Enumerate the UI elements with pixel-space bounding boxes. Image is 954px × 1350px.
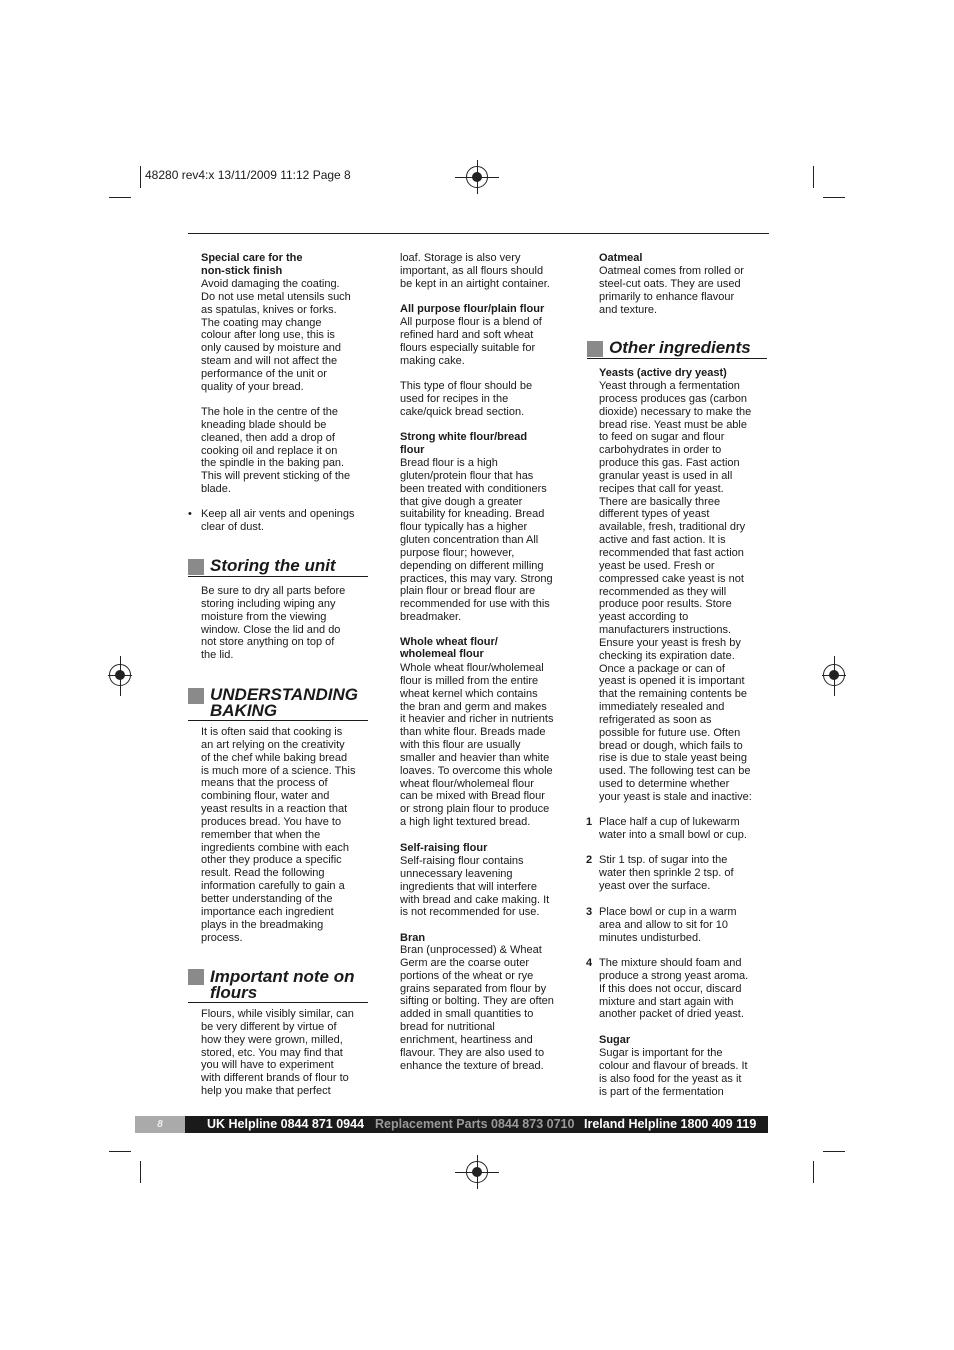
step-number: 3 xyxy=(586,906,593,918)
all-purpose-text: All purpose flour is a blend of refined hard and soft wheat flours especially suitable for making cake. xyxy=(400,316,542,367)
bullet-icon: • xyxy=(188,508,192,520)
heading-square-icon xyxy=(188,559,204,575)
crop-mark xyxy=(140,166,141,188)
crop-mark xyxy=(109,1151,131,1152)
understanding-text: It is often said that cooking is an art relying on the creativity of the chef while baking bread is much more of a science. This means that the process of combining flour, water and yeast results in a reaction that produces bread. You have to remember that when the ingredients combine with each other they produce a specific result. Read the following information carefully to gain a better understanding of the importance each ingredient plays in the breadmaking process. xyxy=(201,726,356,944)
print-slug: 48280 rev4:x 13/11/2009 11:12 Page 8 xyxy=(145,168,351,182)
page-number: 8 xyxy=(135,1116,185,1133)
self-raising-title: Self-raising flour xyxy=(400,842,488,854)
step-text: The mixture should foam and produce a strong yeast aroma. If this does not occur, discard mixture and start again with another packet of dried yeast. xyxy=(599,957,749,1021)
understanding-heading: UNDERSTANDING BAKING xyxy=(210,685,358,720)
helpline-footer xyxy=(135,1116,768,1133)
step-text: Stir 1 tsp. of sugar into the water then sprinkle 2 tsp. of yeast over the surface. xyxy=(599,854,734,892)
crop-mark xyxy=(813,166,814,188)
heading-square-icon xyxy=(188,688,204,704)
heading-underline xyxy=(188,1002,368,1003)
all-purpose-title: All purpose flour/plain flour xyxy=(400,303,545,315)
bran-text: Bran (unprocessed) & Wheat Germ are the coarse outer portions of the wheat or rye grains separated from flour by sifting or bolting. They are often added in small quantities to bread for nutritional enrichment, heartiness and flavour. They are also used to enhance the texture of bread. xyxy=(400,944,554,1072)
yeast-text: Yeast through a fermentation process produces gas (carbon dioxide) necessary to make the bread rise. Yeast must be able to feed on sugar and flour carbohydrates in order to produce this gas. Fast action granular yeast is used in all recipes that call for yeast. There are basically three different types of yeast available, fresh, traditional dry active and fast action. It is recommended that fast action yeast be used. Fresh or compressed cake yeast is not recommended as they will produce poor results. Store yeast according to manufacturers instructions. Ensure your yeast is fresh by checking its expiration date. Once a package or can of yeast is opened it is important that the remaining contents be immediately resealed and refrigerated as soon as possible for future use. Often bread or dough, which fails to rise is due to stale yeast being used. The following test can be used to determine whether your yeast is stale and inactive: xyxy=(599,380,752,803)
step-text: Place bowl or cup in a warm area and allow to sit for 10 minutes undisturbed. xyxy=(599,906,737,944)
special-care-text: Avoid damaging the coating. Do not use metal utensils such as spatulas, knives or forks. The coating may change colour after long use, this is only caused by moisture and steam and will not affect the performance of the unit or quality of your bread. xyxy=(201,278,351,393)
step-text: Place half a cup of lukewarm water into a small bowl or cup. xyxy=(599,816,747,841)
whole-wheat-title: Whole wheat flour/ wholemeal flour xyxy=(400,636,498,660)
flours-heading: Important note on flours xyxy=(210,967,355,1002)
storing-heading: Storing the unit xyxy=(210,556,336,575)
registration-mark-icon xyxy=(109,664,131,686)
registration-mark-icon xyxy=(466,1161,488,1183)
yeast-title: Yeasts (active dry yeast) xyxy=(599,367,727,379)
flours-text: Flours, while visibly similar, can be very different by virtue of how they were grown, milled, stored, etc. You may find that you will have to experiment with different brands of flour to help you make that perfect xyxy=(201,1008,354,1098)
ireland-helpline: Ireland Helpline 1800 409 119 xyxy=(584,1117,757,1131)
registration-mark-icon xyxy=(466,166,488,188)
top-rule xyxy=(188,233,769,234)
other-ingredients-heading: Other ingredients xyxy=(609,338,751,357)
registration-mark-icon xyxy=(823,664,845,686)
bran-title: Bran xyxy=(400,932,426,944)
heading-underline xyxy=(188,720,368,721)
crop-mark xyxy=(823,197,845,198)
heading-underline xyxy=(188,576,368,577)
kneading-blade-text: The hole in the centre of the kneading blade should be cleaned, then add a drop of cooking oil and replace it on the spindle in the baking pan. This will prevent sticking of the blade. xyxy=(201,406,351,496)
crop-mark xyxy=(109,197,131,198)
strong-flour-title: Strong white flour/bread flour xyxy=(400,431,528,456)
special-care-title: Special care for the non-stick finish xyxy=(201,252,303,277)
step-number: 4 xyxy=(586,957,593,969)
storing-text: Be sure to dry all parts before storing including wiping any moisture from the viewing window. Close the lid and do not store anything on top of the lid. xyxy=(201,585,346,662)
crop-mark xyxy=(823,1151,845,1152)
replacement-parts: Replacement Parts 0844 873 0710 xyxy=(375,1117,575,1131)
heading-square-icon xyxy=(188,969,204,985)
sugar-title: Sugar xyxy=(599,1034,631,1046)
crop-mark xyxy=(813,1161,814,1183)
air-vents-bullet: Keep all air vents and openings clear of dust. xyxy=(201,508,355,533)
strong-flour-text: Bread flour is a high gluten/protein flour that has been treated with conditioners that give dough a greater suitability for kneading. Bread flour typically has a higher gluten concentration than All purpose flour; however, depending on different milling practices, this may vary. Strong plain flour or bread flour are recommended for use with this breadmaker. xyxy=(400,457,553,624)
all-purpose-text-2: This type of flour should be used for recipes in the cake/quick bread section. xyxy=(400,380,533,418)
sugar-text: Sugar is important for the colour and flavour of breads. It is also food for the yeast as it is part of the fermentation xyxy=(599,1047,748,1098)
heading-underline xyxy=(587,358,767,359)
oatmeal-title: Oatmeal xyxy=(599,252,643,264)
whole-wheat-text: Whole wheat flour/wholemeal flour is milled from the entire wheat kernel which contains the bran and germ and makes it heavier and richer in nutrients than white flour. Breads made with this flour are usually smaller and heavier than white loaves. To overcome this whole wheat flour/wholemeal flour can be mixed with Bread flour or strong plain flour to produce a high light textured bread. xyxy=(400,662,554,829)
step-number: 2 xyxy=(586,854,593,866)
heading-square-icon xyxy=(587,341,603,357)
uk-helpline: UK Helpline 0844 871 0944 xyxy=(207,1117,365,1131)
crop-mark xyxy=(140,1161,141,1183)
step-number: 1 xyxy=(586,816,593,828)
self-raising-text: Self-raising flour contains unnecessary leavening ingredients that will interfere with bread and cake making. It is not recommended for use. xyxy=(400,855,550,919)
storage-text: loaf. Storage is also very important, as all flours should be kept in an airtight container. xyxy=(400,252,550,290)
oatmeal-text: Oatmeal comes from rolled or steel-cut oats. They are used primarily to enhance flavour and texture. xyxy=(599,265,744,316)
